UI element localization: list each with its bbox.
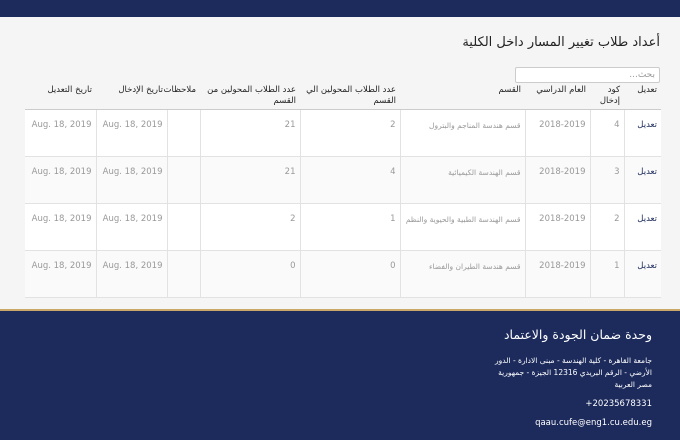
page-title: أعداد طلاب تغيير المسار داخل الكلية [462, 35, 660, 50]
code-cell: 2 [590, 204, 624, 251]
from-cell: 2 [200, 204, 300, 251]
edit-link[interactable]: تعديل [624, 110, 661, 157]
entry-date-cell: Aug. 18, 2019 [96, 110, 167, 157]
notes-cell [167, 204, 200, 251]
footer [0, 311, 680, 440]
table-row [25, 157, 661, 204]
edit-link[interactable]: تعديل [624, 204, 661, 251]
footer-address: جامعة القاهرة - كلية الهندسة - مبنى الادارة - الدور الأرضي - الرقم البريدي 12316 الجيزة - جمهورية مصر العربية [495, 356, 652, 389]
header-dept[interactable]: القسم [400, 83, 525, 110]
table-row [25, 110, 661, 157]
header-edit-date[interactable]: تاريخ التعديل [25, 83, 96, 110]
year-cell: 2018-2019 [525, 157, 590, 204]
to-cell: 2 [300, 110, 400, 157]
top-nav-bar [0, 0, 680, 17]
data-table [25, 83, 661, 298]
notes-cell [167, 110, 200, 157]
to-cell: 4 [300, 157, 400, 204]
edit-date-cell: Aug. 18, 2019 [25, 157, 96, 204]
header-to[interactable]: عدد الطلاب المحولين الي القسم [300, 83, 400, 110]
header-year[interactable]: العام الدراسي [525, 83, 590, 110]
code-cell: 4 [590, 110, 624, 157]
notes-cell [167, 157, 200, 204]
from-cell: 21 [200, 157, 300, 204]
header-edit[interactable]: تعديل [624, 83, 661, 110]
table-row [25, 251, 661, 298]
entry-date-cell: Aug. 18, 2019 [96, 157, 167, 204]
notes-cell [167, 251, 200, 298]
footer-title: وحدة ضمان الجودة والاعتماد [503, 327, 652, 342]
year-cell: 2018-2019 [525, 204, 590, 251]
year-cell: 2018-2019 [525, 110, 590, 157]
dept-cell: قسم هندسة المناجم والبترول [400, 110, 525, 157]
header-code[interactable]: كود إدخال [590, 83, 624, 110]
header-entry-date[interactable]: تاريخ الإدخال [96, 83, 167, 110]
to-cell: 0 [300, 251, 400, 298]
table-row [25, 204, 661, 251]
from-cell: 21 [200, 110, 300, 157]
edit-link[interactable]: تعديل [624, 251, 661, 298]
edit-date-cell: Aug. 18, 2019 [25, 251, 96, 298]
entry-date-cell: Aug. 18, 2019 [96, 204, 167, 251]
header-from[interactable]: عدد الطلاب المحولين من القسم [200, 83, 300, 110]
code-cell: 1 [590, 251, 624, 298]
table-header-row [25, 83, 661, 110]
dept-cell: قسم الهندسة الكيميائية [400, 157, 525, 204]
footer-email[interactable]: qaau.cufe@eng1.cu.edu.eg [535, 418, 652, 428]
year-cell: 2018-2019 [525, 251, 590, 298]
footer-phone: +20235678331 [585, 399, 652, 409]
search-input[interactable] [515, 67, 660, 83]
header-notes[interactable]: ملاحظات [167, 83, 200, 110]
dept-cell: قسم الهندسة الطبية والحيوية والنظم [400, 204, 525, 251]
entry-date-cell: Aug. 18, 2019 [96, 251, 167, 298]
edit-date-cell: Aug. 18, 2019 [25, 204, 96, 251]
edit-link[interactable]: تعديل [624, 157, 661, 204]
main-content [0, 17, 680, 309]
code-cell: 3 [590, 157, 624, 204]
edit-date-cell: Aug. 18, 2019 [25, 110, 96, 157]
dept-cell: قسم هندسة الطيران والفضاء [400, 251, 525, 298]
to-cell: 1 [300, 204, 400, 251]
from-cell: 0 [200, 251, 300, 298]
